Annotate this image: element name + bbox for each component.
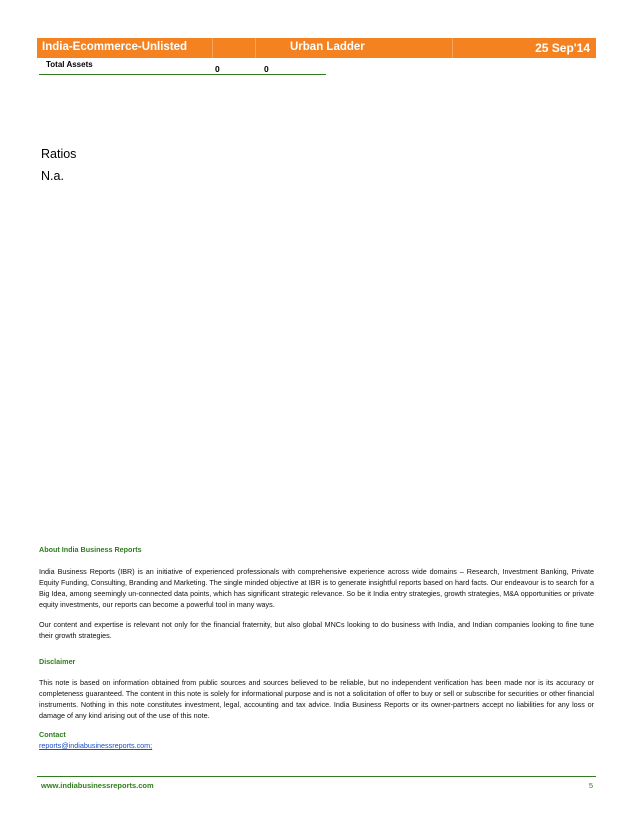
company-name: Urban Ladder [290, 41, 365, 53]
total-assets-value-2: 0 [264, 64, 269, 74]
disclaimer-heading: Disclaimer [39, 657, 76, 666]
ratios-title: Ratios [41, 147, 77, 161]
total-assets-label: Total Assets [46, 60, 93, 69]
contact-email-link[interactable]: reports@indiabusinessreports.com; [39, 741, 153, 750]
contact-heading: Contact [39, 730, 66, 739]
header-divider [212, 38, 213, 58]
footer-divider [37, 776, 596, 777]
footer-website[interactable]: www.indiabusinessreports.com [41, 781, 154, 790]
about-paragraph-2: Our content and expertise is relevant not only for the financial fraternity, but also global MNCs looking to do business with India, and Indian companies looking to fine tune their growth strategies. [39, 620, 594, 640]
header-divider [452, 38, 453, 58]
header-divider [255, 38, 256, 58]
total-assets-divider [39, 74, 326, 75]
report-date: 25 Sep'14 [535, 41, 590, 55]
disclaimer-text: This note is based on information obtained from public sources and sources believed to be reliable, but no independent verification has been made nor is its accuracy or completeness guaranteed. The content in this note is solely for informational purpose and is not a solicitation of offer to buy or sell or subscribe for securities or other financial instruments. Nothing in this note constitutes investment, legal, accounting and tax advice. India Business Reports or its owner-partners accept no liabilities for any loss or damage of any kind arising out of the use of this note. [39, 678, 594, 720]
ratios-value: N.a. [41, 169, 64, 183]
page-number: 5 [588, 781, 593, 790]
about-heading: About India Business Reports [39, 545, 142, 554]
about-paragraph-1: India Business Reports (IBR) is an initiative of experienced professionals with comprehensive experience across wide domains – Research, Investment Banking, Private Equity Funding, Consulting, Branding and Marketing. The single minded objective at IBR is to generate insightful reports based on hard facts. Our endeavour is to search for a Big Idea, among seemingly un-connected data points, which has significant strategic relevance. So be it India entry strategies, growth strategies, M&A opportunities or private equity investments, our reports can become a powerful tool in many ways. [39, 567, 594, 609]
report-header-bar [37, 38, 596, 58]
total-assets-value-1: 0 [215, 64, 220, 74]
report-category: India-Ecommerce-Unlisted [42, 41, 188, 53]
